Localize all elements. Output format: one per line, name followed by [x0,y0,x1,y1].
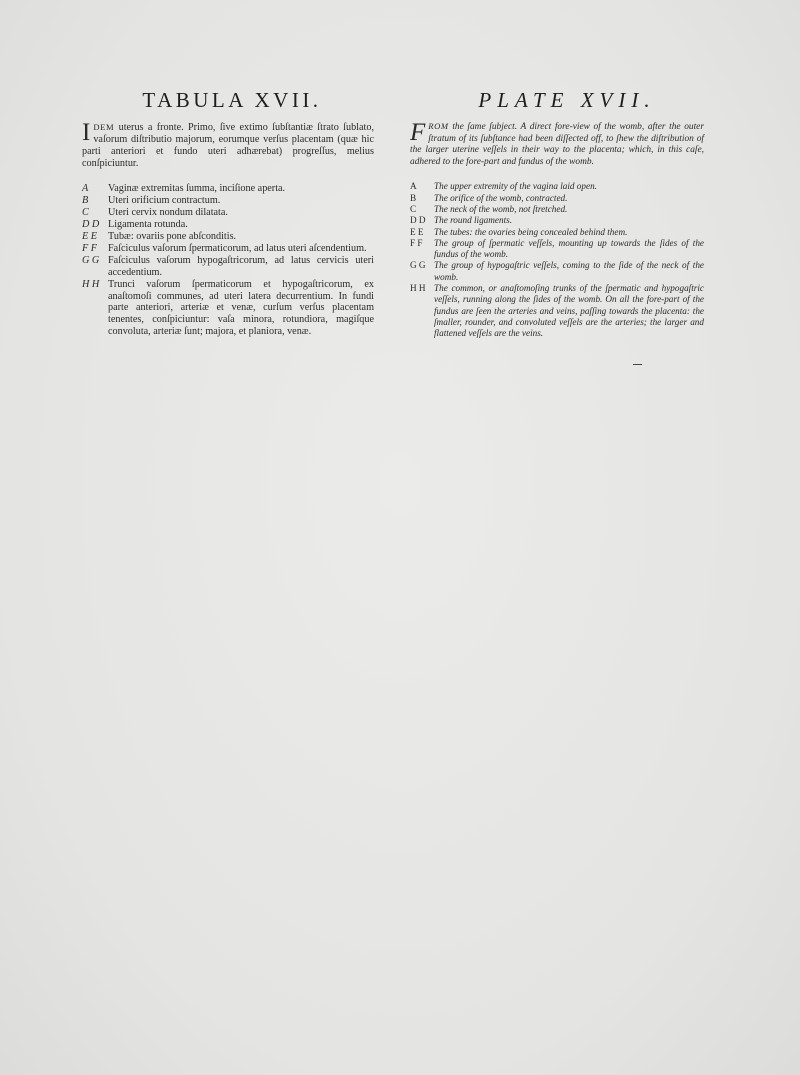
english-dropcap: F [410,119,426,146]
english-legend [410,181,704,339]
latin-legend-item [82,255,374,279]
legend-text: Vaginæ extremitas ſumma, inciſione aperta. [108,183,286,195]
english-intro [410,121,704,168]
latin-intro [82,121,374,170]
legend-text: Trunci vaſorum ſpermaticorum et hypogaſtricorum, ex anaſtomoſi communes, ad uteri latera decurrentium. In fundi parte anteriori, arteriæ et venæ, curſum verſus placentam tenentes, conſpiciuntur: vaſa minora, rotundiora, magiſque convoluta, arteriæ ſunt; majora, et planiora, venæ. [108,278,374,338]
legend-key: D D [410,215,426,226]
legend-key: A [82,183,89,195]
legend-text: The tubes: the ovaries being concealed behind them. [434,226,628,237]
legend-text: The orifice of the womb, contracted. [434,192,568,203]
english-legend-item [410,181,704,192]
legend-text: Ligamenta rotunda. [108,219,188,231]
legend-key: C [410,203,417,214]
latin-legend-item [82,243,374,255]
english-legend-item [410,215,704,226]
legend-key: G G [410,260,426,271]
latin-legend-item [82,219,374,231]
english-intro-text: the ſame ſubject. A direct fore-view of the womb, after the outer ſtratum of its ſubſtance had been diſſected off, to ſhew the diſtribution of the larger uterine veſſels in their way to the placenta; which, in this caſe, adhered to the fore-part and fundus of the womb. [410,122,704,167]
latin-legend-item [82,183,374,195]
latin-intro-text: uterus a fronte. Primo, ſive extimo ſubſtantiæ ſtrato ſublato, vaſorum diſtributio majorum, eorumque verſus placentam (quæ hic parti anteriori et fundo uteri adhærebat) progreſſus, melius conſpiciuntur. [82,122,374,170]
latin-title: TABULA XVII. [142,88,322,112]
english-legend-item [410,238,704,261]
latin-legend-item [82,207,374,219]
latin-legend [82,183,374,338]
english-intro-smallcaps: ROM [428,121,449,131]
legend-text: Faſciculus vaſorum ſpermaticorum, ad latus uteri aſcendentium. [108,242,367,254]
legend-key: B [82,195,89,207]
legend-text: Uteri orificium contractum. [108,195,221,207]
latin-dropcap: I [82,119,91,146]
legend-key: H H [82,278,100,290]
latin-column [82,88,374,338]
english-column [410,88,704,340]
english-legend-item [410,283,704,339]
legend-key: A [410,181,417,192]
legend-text: Uteri cervix nondum dilatata. [108,207,228,219]
legend-key: F F [82,242,97,254]
legend-key: H H [410,283,426,294]
latin-legend-item [82,279,374,339]
english-legend-item [410,260,704,283]
legend-text: The group of ſpermatic veſſels, mounting up towards the ſides of the fundus of the womb. [434,237,704,260]
legend-text: Tubæ: ovariis pone abſconditis. [108,231,237,242]
english-title: PLATE XVII. [478,88,656,112]
legend-key: D D [82,219,100,231]
english-legend-item [410,227,704,238]
latin-legend-item [82,195,374,207]
legend-key: E E [410,226,424,237]
legend-text: Faſciculus vaſorum hypogaſtricorum, ad latus cervicis uteri accedentium. [108,254,374,278]
english-legend-item [410,193,704,204]
legend-text: The round ligaments. [434,215,513,226]
page-dash-mark [633,364,642,365]
english-legend-item [410,204,704,215]
legend-key: E E [82,231,97,242]
legend-text: The upper extremity of the vagina laid open. [434,181,597,192]
legend-text: The common, or anaſtomoſing trunks of the ſpermatic and hypogaſtric veſſels, running along the ſides of the womb. On all the fore-part of the fundus are ſeen the arteries and veins, paſſing towards the placenta: the ſmaller, rounder, and convoluted veſſels are the arteries; the larger and flattened veſſels are the veins. [434,283,704,339]
legend-text: The neck of the womb, not ſtretched. [434,203,568,214]
legend-key: F F [410,237,423,248]
latin-legend-item [82,231,374,243]
latin-intro-smallcaps: DEM [93,122,115,132]
legend-key: G G [82,254,100,266]
legend-text: The group of hypogaſtric veſſels, coming to the ſide of the neck of the womb. [434,260,704,282]
legend-key: B [410,192,417,203]
legend-key: C [82,207,89,219]
